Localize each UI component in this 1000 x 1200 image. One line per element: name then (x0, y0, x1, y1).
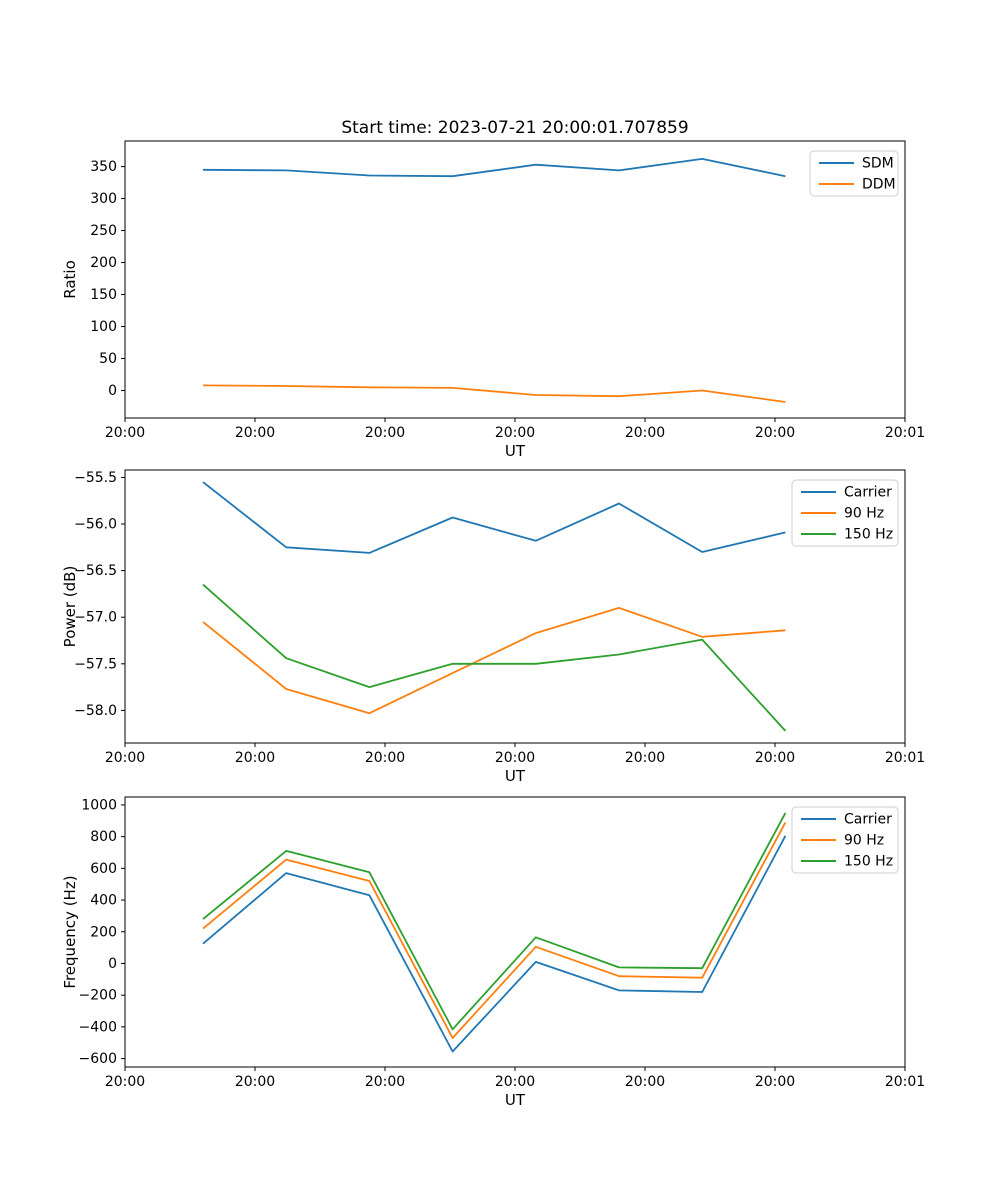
legend-label: Carrier (844, 484, 892, 501)
y-tick-label: 400 (90, 892, 117, 909)
series-line-150-hz (203, 813, 785, 1029)
panel-power (61, 470, 925, 785)
legend-label: 150 Hz (844, 526, 894, 543)
x-tick-label: 20:00 (104, 425, 146, 441)
y-tick-label: 0 (108, 382, 117, 399)
x-tick-label: 20:00 (494, 750, 536, 766)
series-line-carrier (203, 836, 785, 1052)
y-tick-label: 350 (90, 159, 117, 176)
y-axis-label: Frequency (Hz) (61, 875, 79, 989)
legend (792, 480, 898, 546)
x-tick-label: 20:01 (884, 1074, 926, 1090)
x-tick-label: 20:00 (754, 1074, 796, 1090)
y-tick-label: 200 (90, 255, 117, 272)
x-tick-label: 20:00 (234, 425, 276, 441)
axes-frame (125, 797, 905, 1067)
legend-label: SDM (862, 155, 894, 172)
x-tick-label: 20:00 (624, 750, 666, 766)
y-tick-label: 50 (99, 351, 117, 368)
panel-ratio (61, 141, 925, 460)
y-tick-label: −58.0 (74, 702, 117, 719)
legend-label: 150 Hz (844, 853, 894, 870)
x-tick-label: 20:00 (234, 750, 276, 766)
y-tick-label: −600 (78, 1051, 117, 1068)
y-tick-label: 200 (90, 924, 117, 941)
y-tick-label: 600 (90, 860, 117, 877)
x-axis-label: UT (504, 442, 526, 460)
x-tick-label: 20:00 (754, 425, 796, 441)
series-line-ddm (203, 385, 785, 402)
x-tick-label: 20:00 (754, 750, 796, 766)
y-tick-label: −56.0 (74, 516, 117, 533)
figure-title: Start time: 2023-07-21 20:00:01.707859 (341, 118, 689, 138)
y-tick-label: −57.5 (74, 656, 117, 673)
x-tick-label: 20:00 (234, 1074, 276, 1090)
y-tick-label: 300 (90, 191, 117, 208)
x-tick-label: 20:00 (104, 750, 146, 766)
series-line-carrier (203, 482, 785, 553)
x-tick-label: 20:00 (494, 425, 536, 441)
x-tick-label: 20:00 (624, 1074, 666, 1090)
y-tick-label: 250 (90, 223, 117, 240)
x-axis-label: UT (504, 1091, 526, 1109)
x-tick-label: 20:00 (494, 1074, 536, 1090)
axes-frame (125, 470, 905, 743)
y-axis-label: Power (dB) (61, 565, 79, 648)
panels-group (61, 141, 925, 1109)
legend-label: DDM (862, 176, 896, 193)
x-tick-label: 20:01 (884, 750, 926, 766)
panel-frequency (61, 797, 925, 1109)
y-tick-label: 100 (90, 319, 117, 336)
y-tick-label: −55.5 (74, 469, 117, 486)
y-tick-label: −400 (78, 1019, 117, 1036)
series-line-sdm (203, 159, 785, 176)
x-tick-label: 20:00 (104, 1074, 146, 1090)
y-tick-label: 150 (90, 287, 117, 304)
x-tick-label: 20:00 (364, 750, 406, 766)
legend-label: Carrier (844, 811, 892, 828)
x-tick-label: 20:00 (364, 1074, 406, 1090)
y-tick-label: −200 (78, 987, 117, 1004)
y-tick-label: 800 (90, 829, 117, 846)
series-line-150-hz (203, 585, 785, 731)
legend-label: 90 Hz (844, 505, 885, 522)
y-tick-label: 0 (108, 955, 117, 972)
x-tick-label: 20:00 (364, 425, 406, 441)
y-tick-label: 1000 (81, 797, 117, 814)
x-tick-label: 20:00 (624, 425, 666, 441)
legend (792, 807, 898, 873)
y-tick-label: −57.0 (74, 609, 117, 626)
legend (810, 151, 898, 196)
axes-frame (125, 141, 905, 418)
x-tick-label: 20:01 (884, 425, 926, 441)
y-axis-label: Ratio (61, 260, 79, 299)
y-tick-label: −56.5 (74, 563, 117, 580)
x-axis-label: UT (504, 767, 526, 785)
legend-label: 90 Hz (844, 832, 885, 849)
